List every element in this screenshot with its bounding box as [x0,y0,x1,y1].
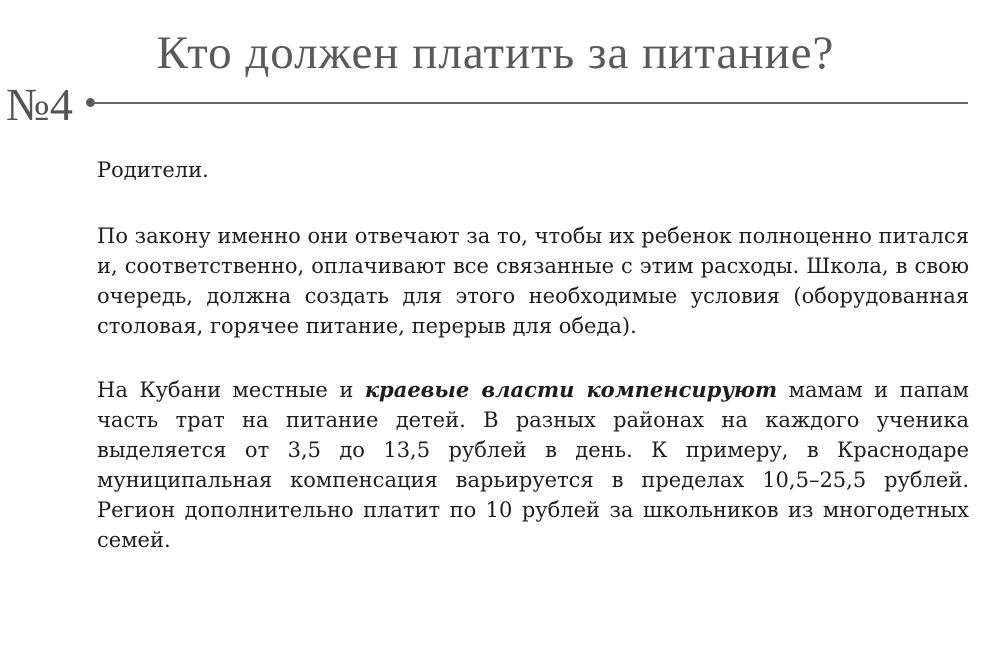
emphasized-phrase: краевые власти компенсируют [364,377,778,402]
paragraph-law: По закону именно они отвечают за то, чтобы их ребенок полноценно питался и, соответственно, оплачивают все связанные с этим расходы. Школа, в свою очередь, должна создать для этого необходимые условия (оборудованная столовая, горячее питание, перерыв для обеда). [97,224,969,338]
section-number: №4 [6,79,73,130]
divider-line [92,102,968,104]
lead-paragraph: Родители. [97,158,209,182]
paragraph-compensation-start: На Кубани местные и [97,378,365,402]
page-title: Кто должен платить за питание? [156,27,835,79]
article-body [97,155,969,589]
paragraph-compensation [97,375,969,555]
paragraph-compensation-end: мамам и папам часть трат на питание детей. В разных районах на каждого ученика выделяется от 3,5 до 13,5 рублей в день. К примеру, в Краснодаре муниципальная компенсация варьируется в пределах 10,5–25,5 рублей. Регион дополнительно платит по 10 рублей за школьников из многодетных семей. [97,378,970,552]
